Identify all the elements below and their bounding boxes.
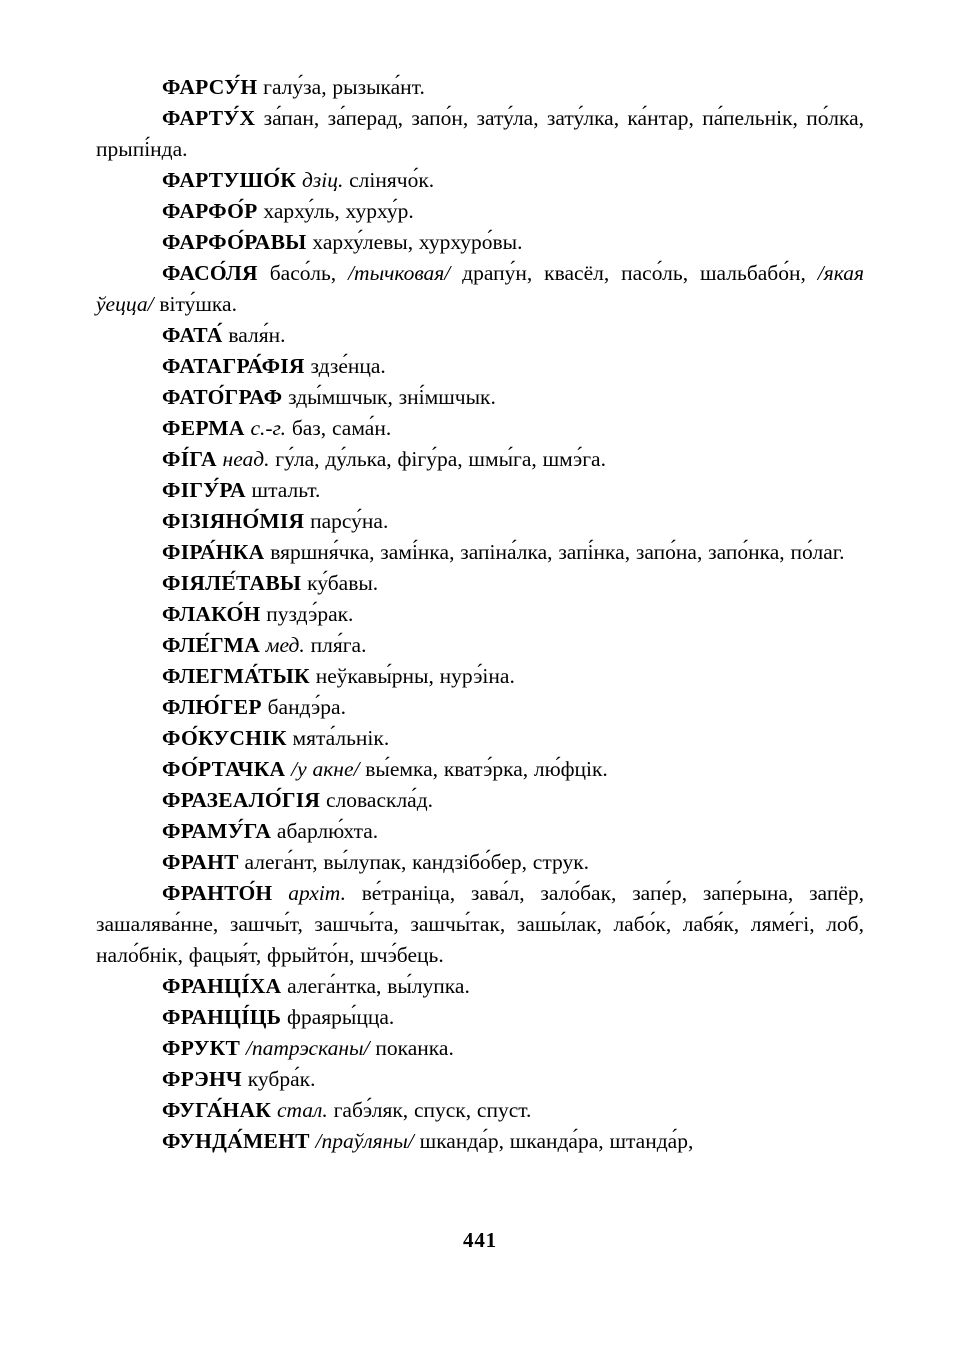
dictionary-entry [96, 878, 864, 971]
headword: ФО́РТАЧКА [162, 757, 286, 781]
entry-body: зды́мшчык, зні́мшчык. [282, 385, 496, 409]
dictionary-entry [96, 537, 864, 568]
headword: ФРАМУ́ГА [162, 819, 272, 843]
headword: ФІРА́НКА [162, 540, 265, 564]
entry-body: парсу́на. [304, 509, 389, 533]
dictionary-entry [96, 847, 864, 878]
headword: ФАТО́ГРАФ [162, 385, 283, 409]
entry-body: неўкавы́рны, нурэ́іна. [309, 664, 515, 688]
headword: ФІЯЛЕ́ТАВЫ [162, 571, 302, 595]
headword: ФАРТУШО́К [162, 168, 297, 192]
entry-body: слінячо́к. [343, 168, 435, 192]
headword: ФАТА́ [162, 323, 223, 347]
usage-label: мед. [265, 633, 305, 657]
entry-body: габэ́ляк, спуск, спуст. [327, 1098, 532, 1122]
entry-body: харху́левы, хурхуро́вы. [306, 230, 523, 254]
dictionary-entry [96, 351, 864, 382]
dictionary-entry [96, 72, 864, 103]
dictionary-entry [96, 971, 864, 1002]
headword: ФАРФО́Р [162, 199, 258, 223]
headword: ФРАНЦІ́ХА [162, 974, 282, 998]
headword: ФЛЮ́ГЕР [162, 695, 262, 719]
dictionary-entry [96, 599, 864, 630]
headword: ФЕРМА [162, 416, 245, 440]
headword: ФРУКТ [162, 1036, 241, 1060]
headword: ФАСО́ЛЯ [162, 261, 258, 285]
entry-body: пуздэ́рак. [260, 602, 354, 626]
usage-label: с.-г. [250, 416, 287, 440]
dictionary-entry [96, 1095, 864, 1126]
headword: ФЛАКО́Н [162, 602, 261, 626]
entry-body: алега́нтка, вы́лупка. [281, 974, 470, 998]
headword: ФІГУ́РА [162, 478, 246, 502]
entry-body: за́пан, за́перад, запо́н, зату́ла, зату́лка, ка́нтар, па́пельнік, по́лка, прыпі́нда. [96, 106, 864, 161]
entry-body: мята́льнік. [286, 726, 390, 750]
entry-body: гу́ла, ду́лька, фігу́ра, шмы́га, шмэ́га. [269, 447, 606, 471]
parenthetical-gloss: /патрэсканы/ [245, 1036, 370, 1060]
headword: ФАРТУ́Х [162, 106, 256, 130]
usage-label: дзіц. [301, 168, 344, 192]
dictionary-entry [96, 785, 864, 816]
dictionary-entry [96, 165, 864, 196]
entry-body: ку́бавы. [301, 571, 379, 595]
entry-body: баз, сама́н. [286, 416, 392, 440]
dictionary-entry: ФО́РТАЧКА /у акне/ вы́емка, кватэ́рка, лю́фцік. [162, 757, 608, 781]
parenthetical-gloss: /праўляны/ [315, 1129, 414, 1153]
dictionary-entry [96, 475, 864, 506]
dictionary-entry [96, 1064, 864, 1095]
entry-body: харху́ль, хурху́р. [257, 199, 414, 223]
dictionary-entry [96, 630, 864, 661]
headword: ФУГА́НАК [162, 1098, 272, 1122]
usage-label: неад. [222, 447, 270, 471]
entry-body: кубра́к. [241, 1067, 316, 1091]
entry-body: вяршня́чка, замі́нка, запіна́лка, запі́нка, запо́на, запо́нка, по́лаг. [264, 540, 845, 564]
entry-body: галу́за, рызыка́нт. [257, 75, 425, 99]
parenthetical-gloss: /у акне/ [291, 757, 360, 781]
dictionary-entry [96, 1002, 864, 1033]
headword: ФАРФО́РАВЫ [162, 230, 307, 254]
headword: ФЛЕ́ГМА [162, 633, 260, 657]
page-number: 441 [462, 1228, 498, 1252]
dictionary-entry [96, 320, 864, 351]
headword: ФО́КУСНІК [162, 726, 287, 750]
headword: ФУНДА́МЕНТ [162, 1129, 310, 1153]
usage-label: архіт. [288, 881, 346, 905]
parenthetical-gloss: /якая ўецца/ [96, 261, 865, 316]
entry-body: фраяры́цца. [281, 1005, 395, 1029]
dictionary-entry: ФРУКТ /патрэсканы/ поканка. [162, 1036, 454, 1060]
dictionary-entry [96, 382, 864, 413]
dictionary-entry [96, 661, 864, 692]
dictionary-entry: ФАСО́ЛЯ басо́ль, /тычковая/ драпу́н, квасёл, пасо́ль, шальбабо́н, /якая ўецца/ віту́шка. [96, 261, 865, 316]
dictionary-entry [96, 506, 864, 537]
entry-body: ве́траніца, зава́л, зало́бак, запе́р, запе́рына, запёр, зашалява́нне, зашчы́т, зашчы́та, зашчы́так, зашы́лак, лабо́к, лабя́к, ляме́гі, лоб, нало́бнік, фацыя́т, фрыйто́н, шчэ́бець. [96, 881, 864, 967]
headword: ФРАНТО́Н [162, 881, 273, 905]
headword: ФРАНТ [162, 850, 239, 874]
usage-label: стал. [276, 1098, 328, 1122]
headword: ФАТАГРА́ФІЯ [162, 354, 305, 378]
entry-body: алега́нт, вы́лупак, кандзібо́бер, струк. [238, 850, 590, 874]
dictionary-entry [96, 103, 864, 165]
headword: ФРАНЦІ́ЦЬ [162, 1005, 282, 1029]
entry-body: бандэ́ра. [261, 695, 346, 719]
dictionary-entry [96, 816, 864, 847]
entry-body: валя́н. [222, 323, 286, 347]
headword: ФАРСУ́Н [162, 75, 258, 99]
headword: ФРЭНЧ [162, 1067, 242, 1091]
parenthetical-gloss: /тычковая/ [348, 261, 451, 285]
dictionary-entry [96, 723, 864, 754]
dictionary-entry [96, 692, 864, 723]
entry-body: словаскла́д. [320, 788, 434, 812]
dictionary-entry: ФУНДА́МЕНТ /праўляны/ шканда́р, шканда́ра, штанда́р, [162, 1129, 694, 1153]
entry-body: штальт. [245, 478, 321, 502]
headword: ФІЗІЯНО́МІЯ [162, 509, 305, 533]
entry-body: абарлю́хта. [271, 819, 379, 843]
dictionary-entry [96, 413, 864, 444]
dictionary-entry [96, 227, 864, 258]
headword: ФЛЕГМА́ТЫК [162, 664, 310, 688]
dictionary-entry [96, 196, 864, 227]
entry-list [96, 72, 864, 1157]
dictionary-entry [96, 568, 864, 599]
entry-body: здзе́нца. [304, 354, 386, 378]
headword: ФІ́ГА [162, 447, 217, 471]
entry-body: пля́га. [304, 633, 367, 657]
dictionary-entry [96, 444, 864, 475]
headword: ФРАЗЕАЛО́ГІЯ [162, 788, 321, 812]
